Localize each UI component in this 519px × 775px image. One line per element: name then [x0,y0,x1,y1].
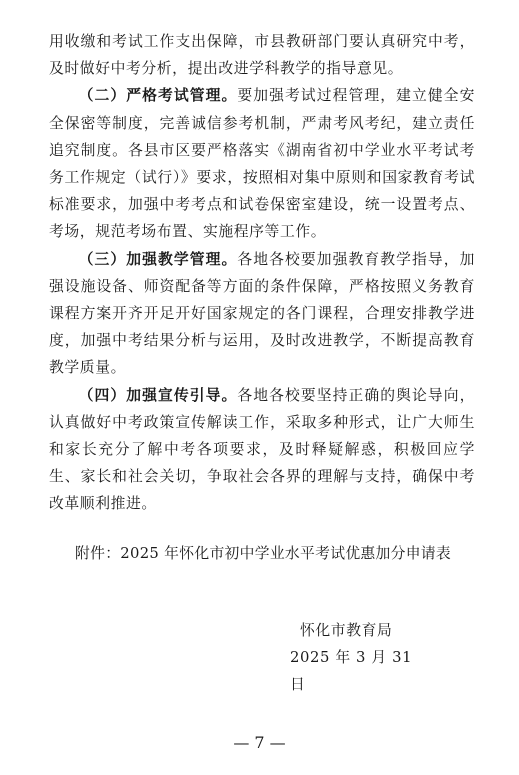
section-2-paragraph [49,82,475,245]
section-3-heading: （三）加强教学管理。 [78,250,238,268]
section-4-text: 各地各校要坚持正确的舆论导向，认真做好中考政策宣传解读工作，采取多种形式，让广大师生和家长充分了解中考各项要求，及时释疑解惑，积极回应学生、家长和社会关切，争取社会各界的理解与支持，确保中考改革顺利推进。 [49,386,475,513]
attachment-line: 附件：2025 年怀化市初中学业水平考试优惠加分申请表 [75,545,451,562]
section-3-text: 各地各校要加强教育教学指导，加强设施设备、师资配备等方面的条件保障，严格按照义务教育课程方案开齐开足开好国家规定的各门课程，合理安排教学进度，加强中考结果分析与运用，及时改进教学，不断提高教育教学质量。 [49,250,475,377]
intro-text: 用收缴和考试工作支出保障，市县教研部门要认真研究中考，及时做好中考分析，提出改进学科教学的指导意见。 [49,33,475,78]
section-4-paragraph [49,382,475,518]
page-number: — 7 — [233,733,286,752]
section-4-heading: （四）加强宣传引导。 [78,386,238,404]
section-2-text: 要加强考试过程管理，建立健全安全保密等制度，完善诚信参考机制，严肃考风考纪，建立责任追究制度。各县市区要严格落实《湖南省初中学业水平考试考务工作规定（试行）》要求，按照相对集中原则和国家教育考试标准要求，加强中考考点和试卷保密室建设，统一设置考点、考场，规范考场布置、实施程序等工作。 [49,87,475,241]
issue-date: 2025 年 3 月 31 日 [290,649,413,693]
intro-paragraph [49,28,475,82]
issuing-organization: 怀化市教育局 [300,622,393,639]
document-body [49,28,475,518]
section-2-heading: （二）严格考试管理。 [78,87,238,105]
section-3-paragraph [49,246,475,382]
signature-block [290,617,420,698]
